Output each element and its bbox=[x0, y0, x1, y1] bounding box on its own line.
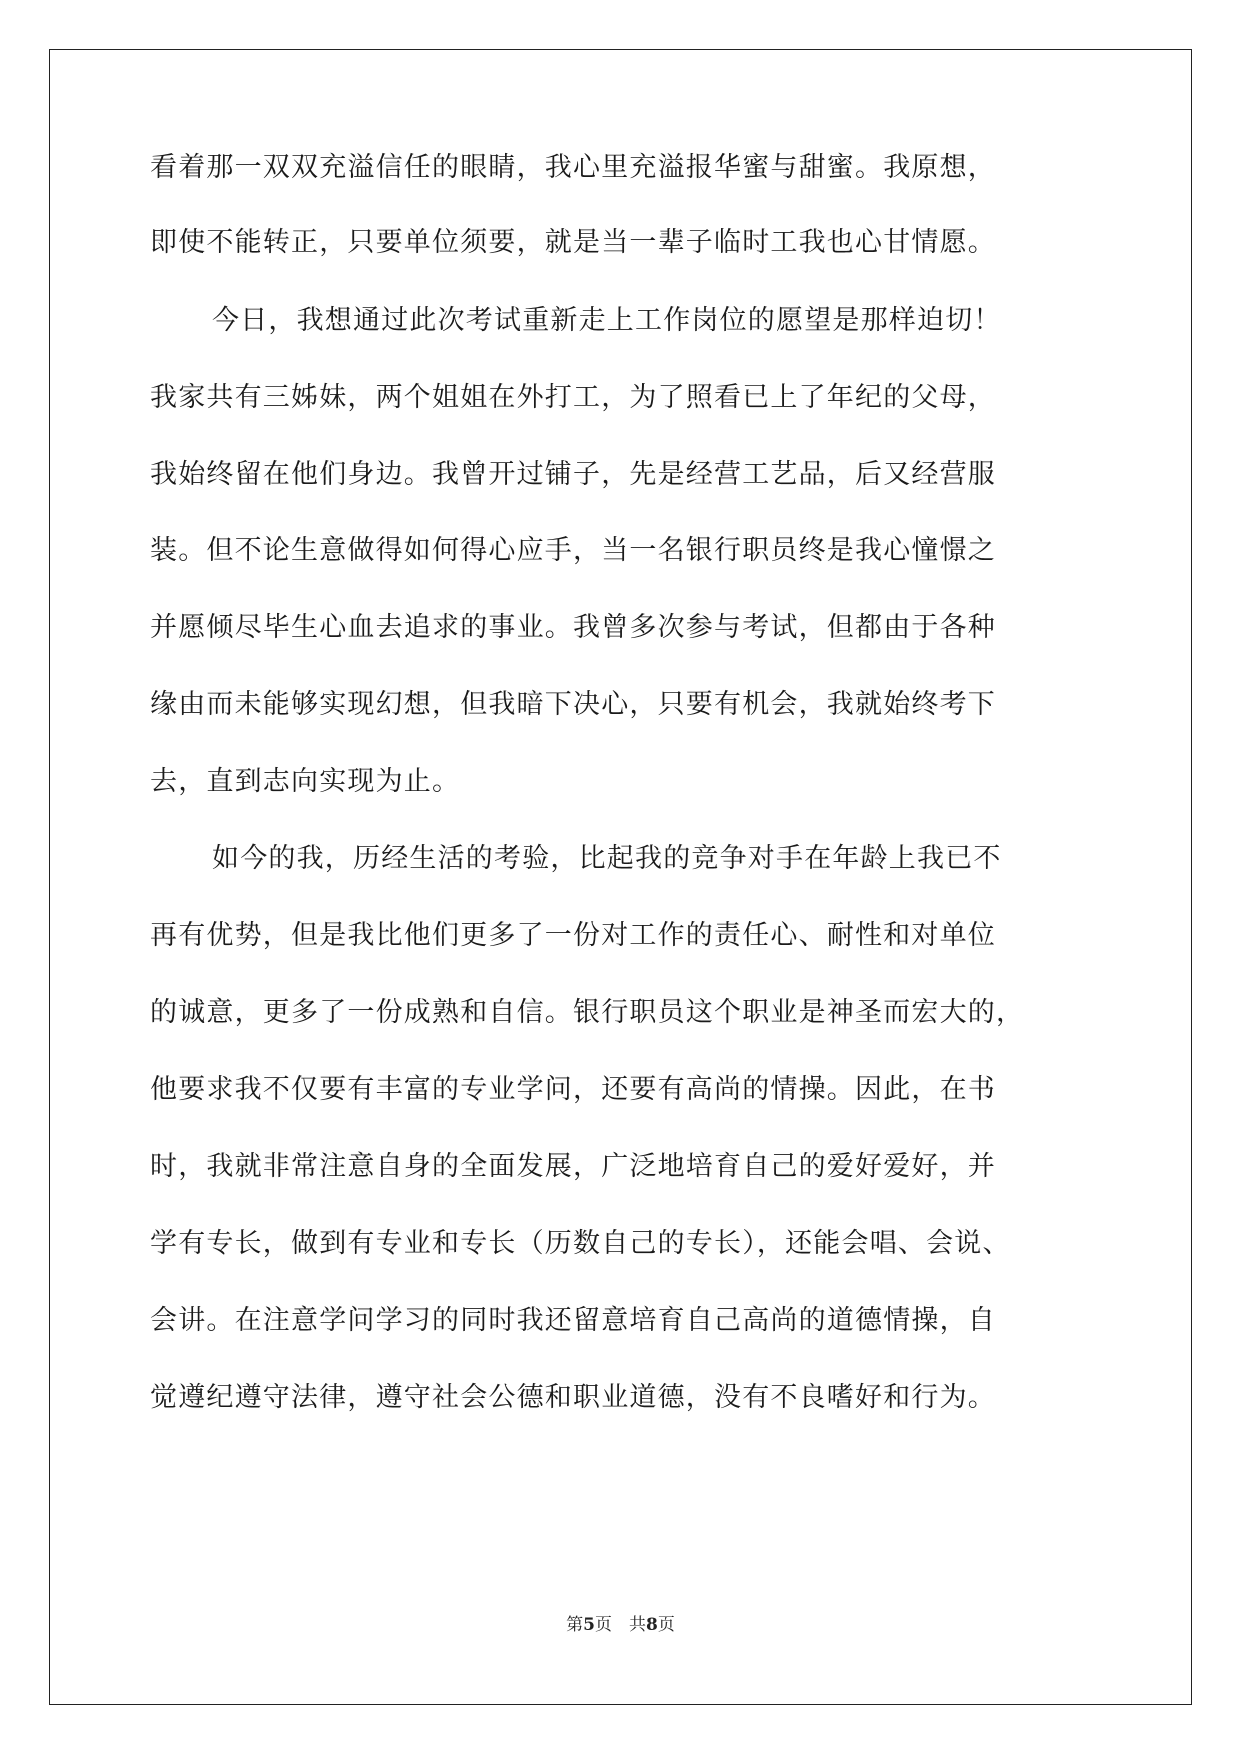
text-line: 并愿倾尽毕生心血去追求的事业。我曾多次参与考试，但都由于各种 bbox=[150, 612, 996, 643]
text-line: 觉遵纪遵守法律，遵守社会公德和职业道德，没有不良嗜好和行为。 bbox=[150, 1382, 996, 1413]
footer-prefix: 第 bbox=[566, 1615, 584, 1635]
paragraph-start-line: 今日，我想通过此次考试重新走上工作岗位的愿望是那样迫切！ bbox=[212, 305, 1002, 336]
text-line: 他要求我不仅要有丰富的专业学问，还要有高尚的情操。因此，在书 bbox=[150, 1074, 996, 1105]
text-line: 我家共有三姊妹，两个姐姐在外打工，为了照看已上了年纪的父母， bbox=[150, 382, 996, 413]
page-footer bbox=[0, 1610, 1241, 1635]
page-border bbox=[49, 49, 1192, 1705]
text-line: 缘由而未能够实现幻想，但我暗下决心，只要有机会，我就始终考下 bbox=[150, 689, 996, 720]
text-line: 再有优势，但是我比他们更多了一份对工作的责任心、耐性和对单位 bbox=[150, 920, 996, 951]
text-line: 会讲。在注意学问学习的同时我还留意培育自己高尚的道德情操，自 bbox=[150, 1305, 996, 1336]
footer-suffix: 页 bbox=[657, 1615, 675, 1635]
text-line: 即使不能转正，只要单位须要，就是当一辈子临时工我也心甘情愿。 bbox=[150, 227, 996, 258]
text-line: 学有专长，做到有专业和专长（历数自己的专长），还能会唱、会说、 bbox=[150, 1228, 1011, 1259]
text-line: 去，直到志向实现为止。 bbox=[150, 766, 461, 797]
total-pages-number: 8 bbox=[646, 1615, 658, 1635]
footer-mid: 页 共 bbox=[595, 1615, 646, 1635]
paragraph-start-line: 如今的我，历经生活的考验，比起我的竞争对手在年龄上我已不 bbox=[212, 843, 1002, 874]
text-line: 装。但不论生意做得如何得心应手，当一名银行职员终是我心憧憬之 bbox=[150, 535, 996, 566]
text-line: 看着那一双双充溢信任的眼睛，我心里充溢报华蜜与甜蜜。我原想， bbox=[150, 152, 996, 183]
text-line: 时，我就非常注意自身的全面发展，广泛地培育自己的爱好爱好，并 bbox=[150, 1151, 996, 1182]
text-line: 的诚意，更多了一份成熟和自信。银行职员这个职业是神圣而宏大的， bbox=[150, 997, 1025, 1028]
current-page-number: 5 bbox=[583, 1615, 595, 1635]
text-line: 我始终留在他们身边。我曾开过铺子，先是经营工艺品，后又经营服 bbox=[150, 459, 996, 490]
